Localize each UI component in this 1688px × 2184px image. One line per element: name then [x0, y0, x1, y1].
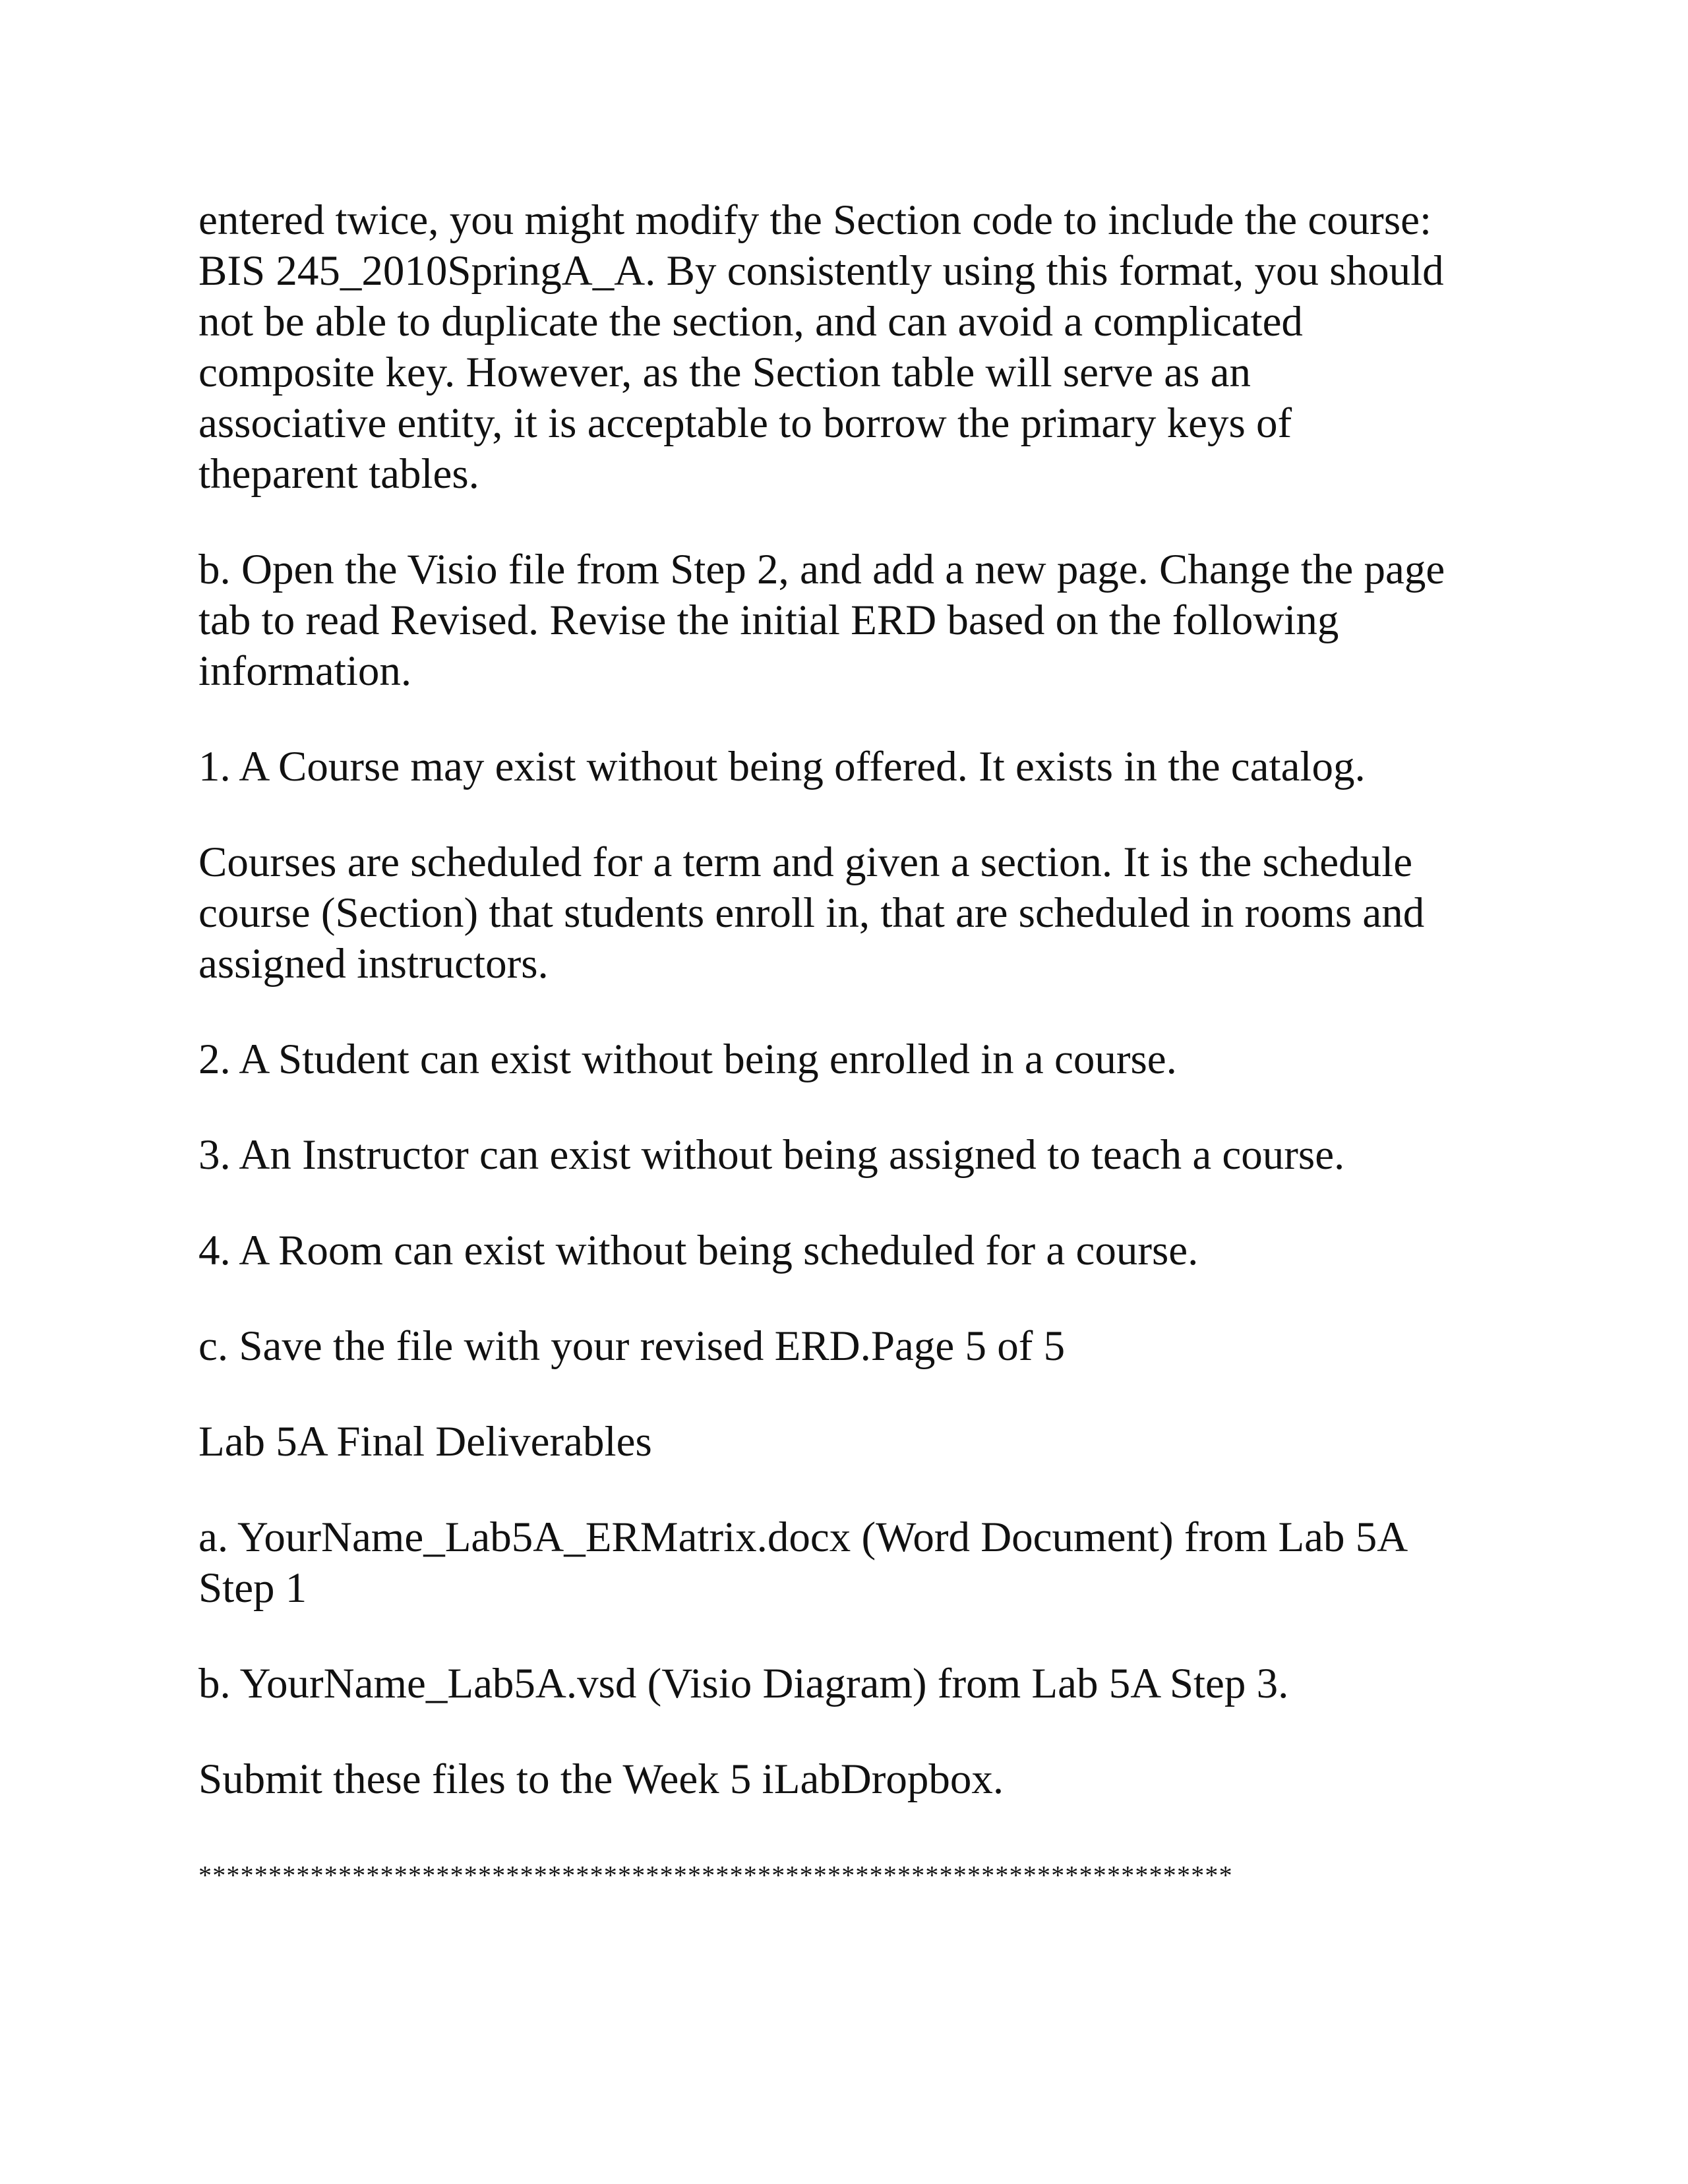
text-line: b. YourName_Lab5A.vsd (Visio Diagram) from Lab 5A Step 3. [198, 1660, 1289, 1707]
text-line: associative entity, it is acceptable to borrow the primary keys of [198, 399, 1292, 447]
text-line: entered twice, you might modify the Section code to include the course: [198, 196, 1432, 244]
paragraph-deliverable-a [198, 1512, 1517, 1614]
text-line: theparent tables. [198, 450, 479, 498]
text-line: information. [198, 647, 412, 695]
paragraph-step-c [198, 1321, 1517, 1372]
text-line: 4. A Room can exist without being scheduled for a course. [198, 1227, 1199, 1274]
text-line: c. Save the file with your revised ERD.Page 5 of 5 [198, 1322, 1066, 1370]
text-line: not be able to duplicate the section, and can avoid a complicated [198, 298, 1303, 345]
paragraph-step-b [198, 545, 1517, 697]
text-line: Courses are scheduled for a term and given a section. It is the schedule [198, 839, 1413, 886]
deliverables-heading [198, 1417, 1517, 1467]
paragraph-rule-3 [198, 1130, 1517, 1181]
text-line: BIS 245_2010SpringA_A. By consistently using this format, you should [198, 247, 1444, 295]
text-line: composite key. However, as the Section table will serve as an [198, 349, 1251, 396]
text-line: assigned instructors. [198, 940, 549, 988]
text-line: a. YourName_Lab5A_ERMatrix.docx (Word Document) from Lab 5A [198, 1514, 1408, 1561]
text-line: 1. A Course may exist without being offered. It exists in the catalog. [198, 743, 1366, 790]
text-line: 3. An Instructor can exist without being assigned to teach a course. [198, 1131, 1345, 1179]
paragraph-deliverable-b [198, 1659, 1517, 1709]
paragraph-rule-4 [198, 1225, 1517, 1276]
asterisk-separator: ************************************************************************** [198, 1860, 1233, 1890]
text-line: tab to read Revised. Revise the initial ERD based on the following [198, 597, 1339, 644]
text-line: Submit these files to the Week 5 iLabDropbox. [198, 1756, 1004, 1803]
paragraph-rule-1 [198, 742, 1517, 792]
paragraph-courses-scheduled [198, 837, 1517, 989]
paragraph-rule-2 [198, 1034, 1517, 1085]
document-body [198, 195, 1517, 1901]
paragraph-submit [198, 1754, 1517, 1805]
text-line: course (Section) that students enroll in, that are scheduled in rooms and [198, 889, 1425, 937]
text-line: 2. A Student can exist without being enrolled in a course. [198, 1036, 1177, 1083]
text-line: Lab 5A Final Deliverables [198, 1418, 652, 1465]
text-line: Step 1 [198, 1564, 307, 1612]
paragraph-intro [198, 195, 1517, 500]
text-line: b. Open the Visio file from Step 2, and add a new page. Change the page [198, 546, 1445, 593]
